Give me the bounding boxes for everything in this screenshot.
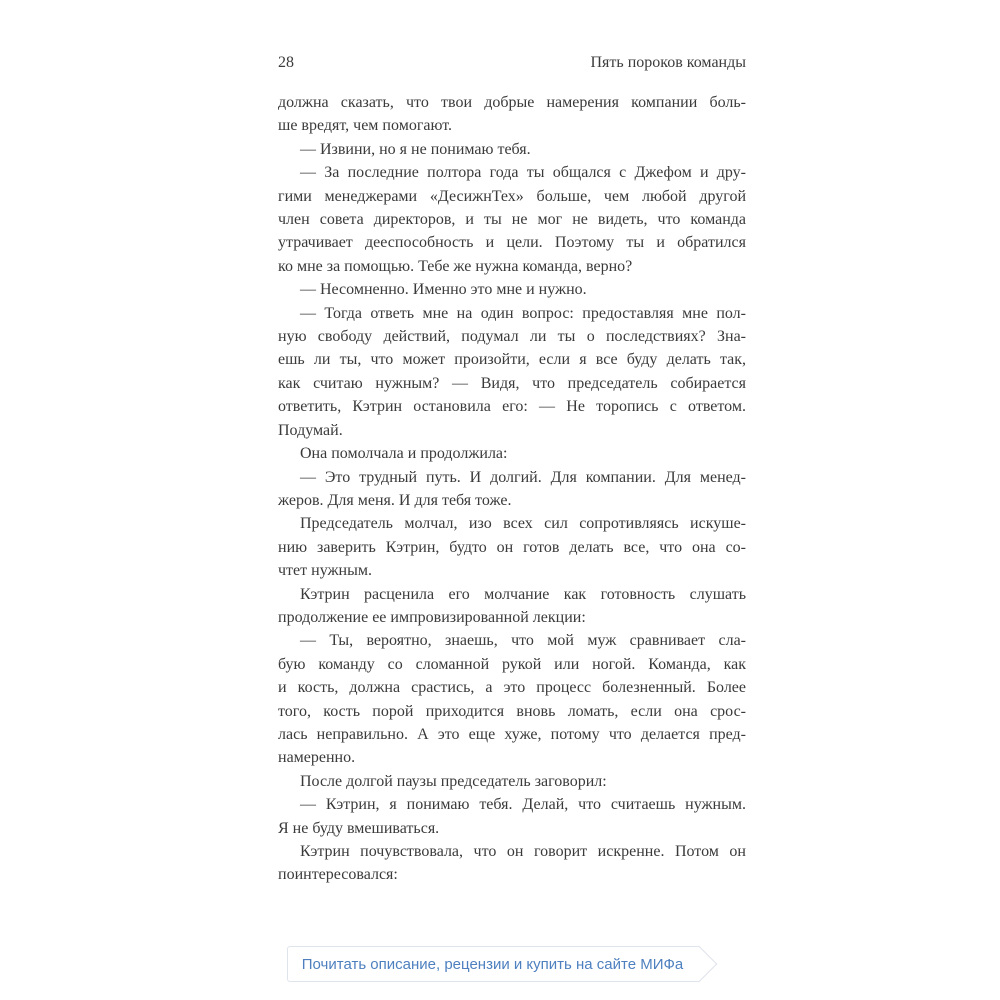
paragraph xyxy=(278,512,746,582)
page-number: 28 xyxy=(278,54,294,71)
page-body-text xyxy=(278,91,746,887)
paragraph xyxy=(278,629,746,769)
text-line: Председатель молчал, изо всех сил сопротивляясь искуше- xyxy=(300,515,746,533)
text-line: ше вредят, чем помогают. xyxy=(278,117,453,135)
text-line: утрачивает дееспособность и цели. Поэтому ты и обратился xyxy=(278,234,746,252)
text-line: Кэтрин почувствовала, что он говорит искренне. Потом он xyxy=(300,843,746,860)
text-line: нию заверить Кэтрин, будто он готов делать все, что она со- xyxy=(278,538,746,556)
text-line: бую команду со сломанной рукой или ногой. Команда, как xyxy=(278,655,746,673)
paragraph xyxy=(278,466,746,513)
text-line: — Извини, но я не понимаю тебя. xyxy=(300,140,531,158)
text-line: ко мне за помощью. Тебе же нужна команда, верно? xyxy=(278,257,633,275)
text-line: ответить, Кэтрин остановила его: — Не торопись с ответом. xyxy=(278,398,746,416)
text-line: поинтересовался: xyxy=(278,866,398,884)
chevron-right-icon xyxy=(681,946,718,983)
paragraph xyxy=(278,278,746,301)
paragraph xyxy=(278,302,746,442)
paragraph xyxy=(278,91,746,138)
text-line: и кость, должна срастись, а это процесс болезненный. Более xyxy=(278,679,746,697)
text-line: ную свободу действий, подумал ли ты о последствиях? Зна- xyxy=(278,328,746,346)
paragraph xyxy=(278,161,746,278)
paragraph xyxy=(278,442,746,465)
running-title: Пять пороков команды xyxy=(590,54,746,71)
buy-link-label: Почитать описание, рецензии и купить на сайте МИФа xyxy=(301,955,684,973)
paragraph xyxy=(278,583,746,630)
text-line: чтет нужным. xyxy=(278,562,372,580)
text-line: лась неправильно. А это еще хуже, потому что делается пред- xyxy=(278,725,746,743)
text-line: После долгой паузы председатель заговорил: xyxy=(300,772,607,790)
text-column xyxy=(278,52,746,887)
paragraph xyxy=(278,770,746,793)
text-line: намеренно. xyxy=(278,749,356,767)
text-line: член совета директоров, и ты не мог не видеть, что команда xyxy=(278,211,746,229)
text-line: — За последние полтора года ты общался с Джефом и дру- xyxy=(300,164,746,182)
text-line: — Несомненно. Именно это мне и нужно. xyxy=(300,281,587,299)
text-line: Подумай. xyxy=(278,421,343,439)
paragraph xyxy=(278,840,746,887)
paragraph xyxy=(278,793,746,840)
text-line: продолжение ее импровизированной лекции: xyxy=(278,608,586,626)
text-line: — Кэтрин, я понимаю тебя. Делай, что считаешь нужным. xyxy=(300,796,746,814)
text-line: того, кость порой приходится вновь ломать, если она срос- xyxy=(278,702,746,720)
footer-bar xyxy=(0,946,1000,982)
text-line: должна сказать, что твои добрые намерения компании боль- xyxy=(278,94,746,111)
running-head xyxy=(278,52,746,74)
text-line: — Тогда ответь мне на один вопрос: предоставляя мне пол- xyxy=(300,304,746,322)
text-line: — Ты, вероятно, знаешь, что мой муж сравнивает сла- xyxy=(300,632,746,650)
text-line: Кэтрин расценила его молчание как готовность слушать xyxy=(300,585,746,603)
text-line: как считаю нужным? — Видя, что председатель собирается xyxy=(278,374,746,392)
text-line: Она помолчала и продолжила: xyxy=(300,445,508,463)
buy-on-mif-site-button[interactable] xyxy=(287,946,700,982)
paragraph xyxy=(278,138,746,161)
text-line: Я не буду вмешиваться. xyxy=(278,819,440,837)
text-line: — Это трудный путь. И долгий. Для компании. Для менед- xyxy=(300,468,746,486)
text-line: жеров. Для меня. И для тебя тоже. xyxy=(278,491,512,509)
text-line: ешь ли ты, что может произойти, если я все буду делать так, xyxy=(278,351,746,369)
text-line: гими менеджерами «ДесижнТех» больше, чем любой другой xyxy=(278,187,746,205)
